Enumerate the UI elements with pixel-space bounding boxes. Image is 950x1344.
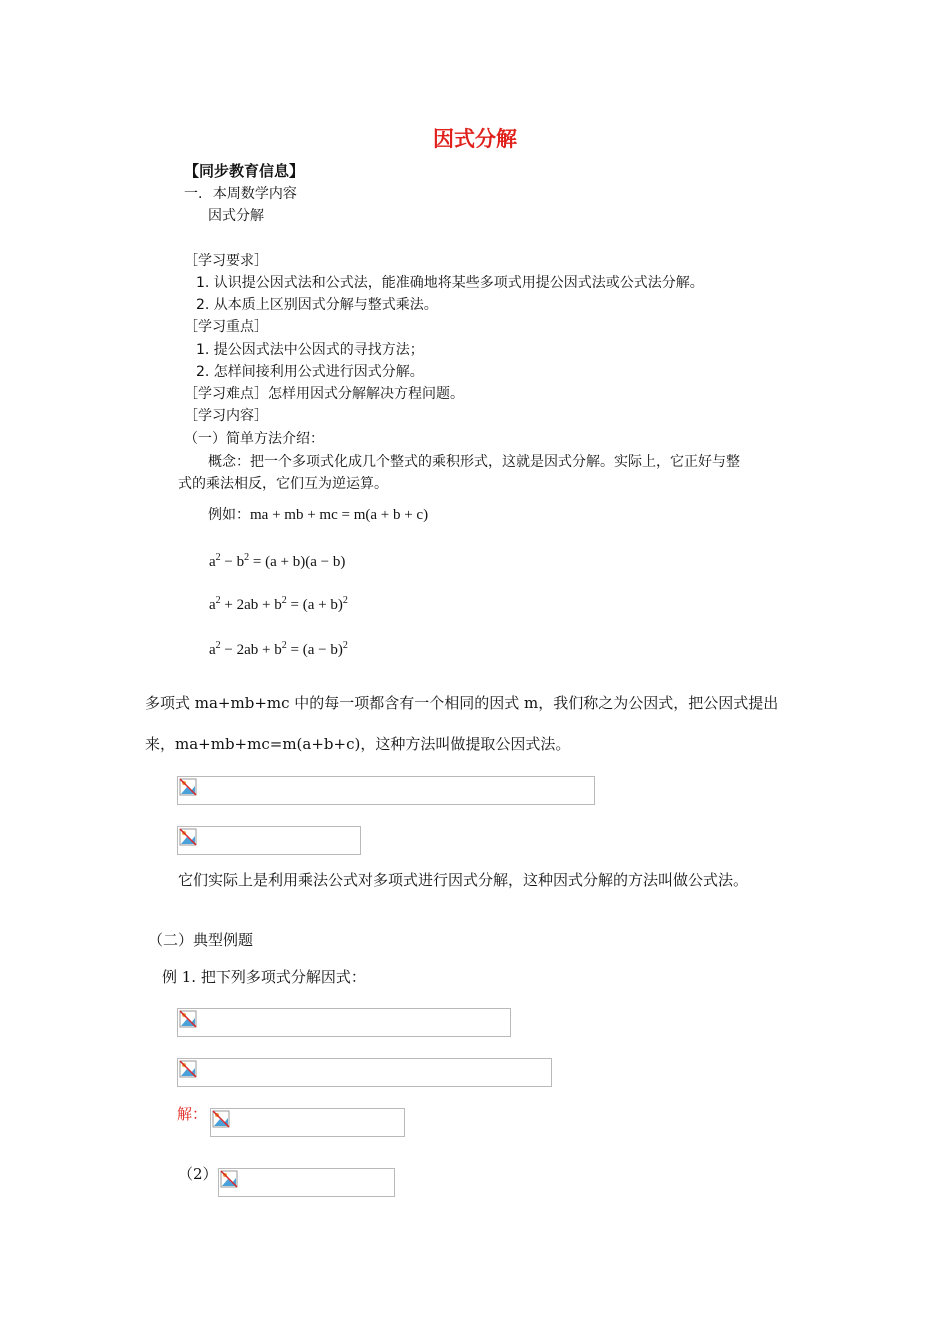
- broken-image-5: [210, 1108, 405, 1137]
- requirements-heading: ［学习要求］: [184, 253, 268, 269]
- broken-image-icon: [179, 778, 197, 796]
- requirements-item-1: 1. 认识提公因式法和公式法，能准确地将某些多项式用提公因式法或公式法分解。: [196, 275, 704, 291]
- section-1-heading: [184, 183, 297, 203]
- broken-image-icon: [179, 828, 197, 846]
- requirements-item-2: 2. 从本质上区别因式分解与整式乘法。: [196, 297, 438, 313]
- broken-image-icon: [212, 1110, 230, 1128]
- paragraph-1-line-1: 多项式 ma+mb+mc 中的每一项都含有一个相同的因式 m，我们称之为公因式，把公因式提出: [145, 694, 779, 712]
- broken-image-2: [177, 826, 361, 855]
- example-1-prompt: 例 1. 把下列多项式分解因式：: [162, 968, 366, 986]
- key-points-item-1: 1. 提公因式法中公因式的寻找方法；: [196, 342, 424, 358]
- paragraph-1-line-2: 来，ma+mb+mc=m(a+b+c)，这种方法叫做提取公因式法。: [145, 735, 571, 753]
- example-prefix: 例如：: [208, 507, 250, 523]
- broken-image-6: [218, 1168, 395, 1197]
- section-1-number: 一.: [184, 186, 203, 202]
- content-heading: ［学习内容］: [184, 408, 268, 424]
- formula-2: $a^2 - b^2 = (a + b)(a - b)$: [209, 552, 346, 570]
- broken-image-4: [177, 1058, 552, 1087]
- broken-image-1: [177, 776, 595, 805]
- paragraph-2: 它们实际上是利用乘法公式对多项式进行因式分解，这种因式分解的方法叫做公式法。: [178, 871, 749, 889]
- solution-label: 解：: [177, 1105, 208, 1123]
- broken-image-3: [177, 1008, 511, 1037]
- page-title: 因式分解: [433, 127, 517, 151]
- section-1-label: 本周数学内容: [212, 186, 297, 202]
- sync-header: 【同步教育信息】: [184, 162, 305, 180]
- concept-line-1: 概念：把一个多项式化成几个整式的乘积形式，这就是因式分解。实际上，它正好与整: [208, 454, 740, 470]
- difficulty-line: ［学习难点］怎样用因式分解解决方程问题。: [184, 386, 464, 402]
- concept-line-2: 式的乘法相反，它们互为逆运算。: [178, 476, 388, 492]
- typical-examples-heading: （二）典型例题: [148, 931, 254, 949]
- formula-1-text: ma + mb + mc = m(a + b + c): [250, 507, 429, 523]
- method-heading: （一）简单方法介绍：: [184, 431, 324, 447]
- key-points-item-2: 2. 怎样间接利用公式进行因式分解。: [196, 364, 424, 380]
- broken-image-icon: [220, 1170, 238, 1188]
- formula-3: $a^2 + 2ab + b^2 = (a + b)^2$: [209, 595, 348, 613]
- formula-1: [208, 504, 428, 524]
- key-points-heading: ［学习重点］: [184, 319, 268, 335]
- formula-4: $a^2 - 2ab + b^2 = (a - b)^2$: [209, 640, 348, 658]
- section-1-topic: 因式分解: [208, 208, 264, 224]
- sub-item-2-label: （2）: [178, 1165, 218, 1183]
- broken-image-icon: [179, 1060, 197, 1078]
- broken-image-icon: [179, 1010, 197, 1028]
